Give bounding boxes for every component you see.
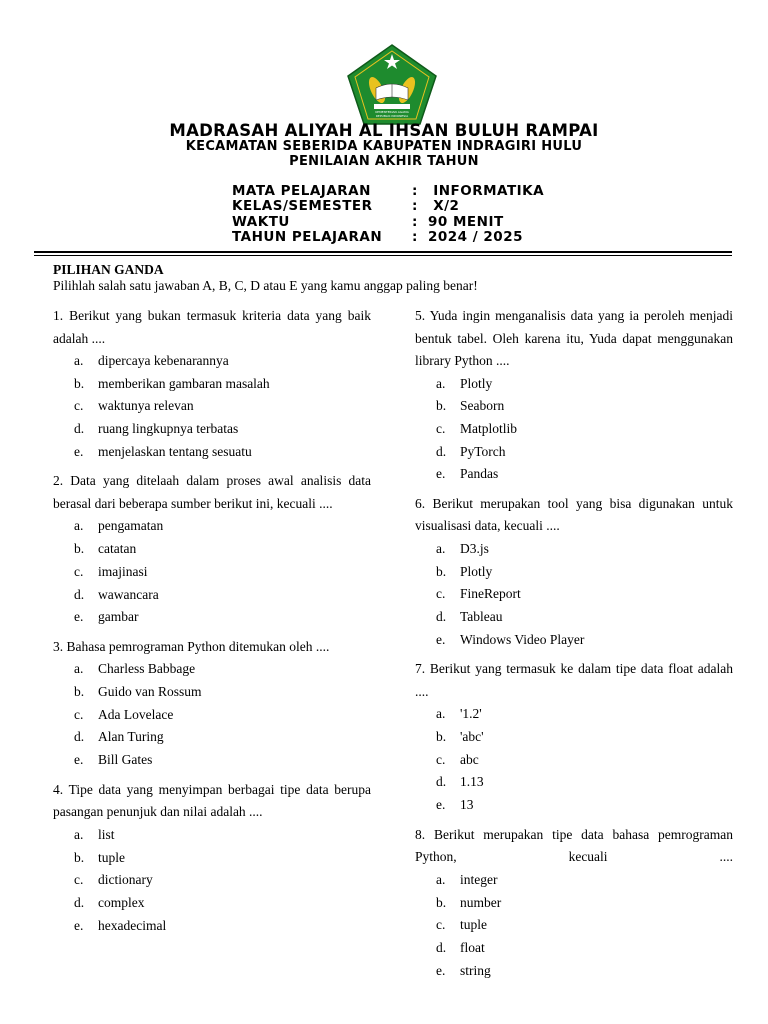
question-text: 2. Data yang ditelaah dalam proses awal analisis data berasal dari beberapa sumber berikut ini, kecuali .... xyxy=(53,473,371,511)
answer-option xyxy=(415,538,733,561)
option-text: 'abc' xyxy=(460,729,484,745)
exam-info-row xyxy=(232,230,544,245)
option-text: Plotly xyxy=(460,563,493,579)
question-text: 7. Berikut yang termasuk ke dalam tipe data float adalah .... xyxy=(415,661,733,699)
school-name: MADRASAH ALIYAH AL IHSAN BULUH RAMPAI xyxy=(169,121,599,140)
option-letter: a. xyxy=(436,375,446,391)
answer-option xyxy=(53,726,371,749)
option-letter: c. xyxy=(74,706,84,722)
option-text: catatan xyxy=(98,541,137,557)
answer-option xyxy=(415,629,733,652)
option-text: Pandas xyxy=(460,466,499,482)
question-text: 4. Tipe data yang menyimpan berbagai tipe data berupa pasangan penunjuk dan nilai adalah .... xyxy=(53,781,371,820)
option-text: float xyxy=(460,939,485,955)
exam-title: PENILAIAN AKHIR TAHUN xyxy=(289,154,479,169)
option-text: number xyxy=(460,894,502,910)
question-4 xyxy=(53,779,371,937)
option-text: string xyxy=(460,962,491,978)
exam-info-row xyxy=(232,215,544,230)
option-letter: d. xyxy=(74,729,85,745)
option-text: abc xyxy=(460,751,479,767)
exam-info-separator: : xyxy=(412,229,418,246)
kemenag-logo xyxy=(346,44,438,126)
answer-option xyxy=(415,749,733,772)
questions-left-column xyxy=(53,305,371,944)
answer-option xyxy=(53,441,371,464)
option-letter: b. xyxy=(74,375,85,391)
answer-option xyxy=(415,892,733,915)
option-letter: b. xyxy=(436,398,447,414)
exam-info-label: KELAS/SEMESTER xyxy=(232,198,373,215)
option-text: pengamatan xyxy=(98,518,164,534)
answer-option xyxy=(415,463,733,486)
answer-option xyxy=(415,771,733,794)
option-letter: b. xyxy=(74,541,85,557)
exam-info-row xyxy=(232,184,544,199)
option-letter: e. xyxy=(74,917,84,933)
header-divider-thin xyxy=(34,255,732,256)
answer-option xyxy=(415,960,733,983)
option-text: PyTorch xyxy=(460,443,506,459)
option-letter: a. xyxy=(436,540,446,556)
exam-info-separator: : xyxy=(412,183,418,199)
option-text: Charless Babbage xyxy=(98,661,196,677)
answer-option xyxy=(415,418,733,441)
answer-option xyxy=(415,395,733,418)
answer-option xyxy=(53,847,371,870)
option-text: waktunya relevan xyxy=(98,398,194,414)
option-text: complex xyxy=(98,894,145,910)
option-letter: a. xyxy=(74,353,84,368)
option-letter: e. xyxy=(436,962,446,978)
option-text: tuple xyxy=(98,849,125,865)
answer-option xyxy=(53,395,371,418)
question-5 xyxy=(415,305,733,486)
option-letter: d. xyxy=(436,443,447,459)
option-letter: b. xyxy=(436,894,447,910)
option-letter: d. xyxy=(436,774,447,790)
answer-option xyxy=(53,350,371,373)
option-letter: c. xyxy=(74,398,84,414)
option-text: gambar xyxy=(98,609,139,625)
question-text: 8. Berikut merupakan tipe data bahasa pemrograman Python, kecuali .... xyxy=(415,826,733,865)
svg-text:KEMENTERIAN AGAMA: KEMENTERIAN AGAMA xyxy=(375,110,409,114)
option-text: FineReport xyxy=(460,586,521,602)
question-3 xyxy=(53,636,371,772)
option-letter: c. xyxy=(436,420,446,436)
exam-info-label: WAKTU xyxy=(232,213,290,230)
option-text: menjelaskan tentang sesuatu xyxy=(98,443,252,459)
question-text: 6. Berikut merupakan tool yang bisa digunakan untuk visualisasi data, kecuali .... xyxy=(415,495,733,534)
answer-option xyxy=(53,704,371,727)
answer-option xyxy=(415,726,733,749)
exam-info-value: X/2 xyxy=(428,198,460,215)
option-letter: c. xyxy=(436,586,446,602)
answer-option xyxy=(53,892,371,915)
option-text: Plotly xyxy=(460,375,493,391)
question-8 xyxy=(415,824,733,982)
option-letter: e. xyxy=(436,797,446,813)
option-text: Matplotlib xyxy=(460,420,517,436)
option-letter: a. xyxy=(74,518,84,534)
answer-option xyxy=(53,561,371,584)
answer-option xyxy=(415,703,733,726)
option-text: Alan Turing xyxy=(98,729,164,745)
exam-info xyxy=(232,184,544,246)
answer-option xyxy=(415,373,733,396)
option-letter: b. xyxy=(436,563,447,579)
option-letter: e. xyxy=(436,631,446,647)
answer-option xyxy=(415,583,733,606)
question-text: 5. Yuda ingin menganalisis data yang ia peroleh menjadi bentuk tabel. Oleh karena itu, Yuda dapat menggunakan library Python .... xyxy=(415,308,733,368)
option-text: memberikan gambaran masalah xyxy=(98,375,270,391)
answer-option xyxy=(53,658,371,681)
exam-info-separator: : xyxy=(412,213,418,230)
exam-info-value: 90 MENIT xyxy=(428,213,504,230)
question-2 xyxy=(53,470,371,628)
option-text: Bill Gates xyxy=(98,752,153,768)
exam-info-value: INFORMATIKA xyxy=(428,183,545,199)
question-text: 3. Bahasa pemrograman Python ditemukan oleh .... xyxy=(53,638,330,654)
answer-option xyxy=(415,869,733,892)
option-letter: e. xyxy=(74,609,84,625)
option-text: D3.js xyxy=(460,540,489,556)
section-instruction: Pilihlah salah satu jawaban A, B, C, D atau E yang kamu anggap paling benar! xyxy=(53,277,478,293)
answer-option xyxy=(53,515,371,538)
option-letter: c. xyxy=(436,917,446,933)
option-letter: d. xyxy=(436,939,447,955)
answer-option xyxy=(415,561,733,584)
answer-option xyxy=(53,824,371,847)
answer-option xyxy=(415,606,733,629)
option-letter: d. xyxy=(74,421,85,437)
option-letter: a. xyxy=(74,826,84,842)
school-district: KECAMATAN SEBERIDA KABUPATEN INDRAGIRI HULU xyxy=(185,139,583,154)
option-letter: d. xyxy=(436,609,447,624)
answer-option xyxy=(53,538,371,561)
option-text: tuple xyxy=(460,917,487,933)
option-letter: e. xyxy=(74,752,84,768)
option-letter: d. xyxy=(74,586,85,602)
answer-option xyxy=(415,441,733,464)
exam-info-value: 2024 / 2025 xyxy=(428,229,523,246)
option-text: 13 xyxy=(460,797,474,813)
question-7 xyxy=(415,658,733,816)
question-text: 1. Berikut yang bukan termasuk kriteria data yang baik adalah .... xyxy=(53,308,371,346)
option-letter: a. xyxy=(436,706,446,722)
option-text: '1.2' xyxy=(460,706,482,722)
header-divider xyxy=(34,251,732,253)
option-text: 1.13 xyxy=(460,774,484,790)
questions-right-column xyxy=(415,305,733,989)
answer-option xyxy=(53,749,371,772)
answer-option xyxy=(53,606,371,629)
option-letter: e. xyxy=(436,466,446,482)
exam-info-label: TAHUN PELAJARAN xyxy=(232,229,383,246)
option-text: list xyxy=(98,826,115,842)
option-text: dictionary xyxy=(98,872,153,888)
option-text: wawancara xyxy=(98,586,159,602)
answer-option xyxy=(53,869,371,892)
section-heading xyxy=(53,262,478,293)
section-title: PILIHAN GANDA xyxy=(53,262,164,277)
option-text: imajinasi xyxy=(98,563,148,579)
option-text: ruang lingkupnya terbatas xyxy=(98,421,239,437)
option-text: hexadecimal xyxy=(98,917,167,933)
option-letter: b. xyxy=(74,684,85,700)
option-text: Ada Lovelace xyxy=(98,706,174,722)
option-letter: b. xyxy=(436,729,447,745)
option-text: integer xyxy=(460,871,498,887)
answer-option xyxy=(53,418,371,441)
option-text: dipercaya kebenarannya xyxy=(98,353,229,368)
answer-option xyxy=(415,937,733,960)
option-letter: a. xyxy=(74,661,84,677)
option-letter: b. xyxy=(74,849,85,865)
option-letter: a. xyxy=(436,871,446,887)
exam-info-row xyxy=(232,199,544,214)
question-6 xyxy=(415,493,733,651)
option-text: Tableau xyxy=(460,609,503,624)
answer-option xyxy=(53,584,371,607)
answer-option xyxy=(53,681,371,704)
answer-option xyxy=(415,794,733,817)
option-text: Guido van Rossum xyxy=(98,684,202,700)
answer-option xyxy=(53,915,371,938)
exam-info-separator: : xyxy=(412,198,418,215)
option-letter: c. xyxy=(74,872,84,888)
svg-text:REPUBLIK INDONESIA: REPUBLIK INDONESIA xyxy=(375,114,409,118)
option-letter: d. xyxy=(74,894,85,910)
option-letter: e. xyxy=(74,443,84,459)
answer-option xyxy=(415,914,733,937)
option-letter: c. xyxy=(436,751,446,767)
option-text: Seaborn xyxy=(460,398,505,414)
question-1 xyxy=(53,305,371,463)
exam-info-label: MATA PELAJARAN xyxy=(232,183,371,199)
option-text: Windows Video Player xyxy=(460,631,585,647)
answer-option xyxy=(53,373,371,396)
option-letter: c. xyxy=(74,563,84,579)
